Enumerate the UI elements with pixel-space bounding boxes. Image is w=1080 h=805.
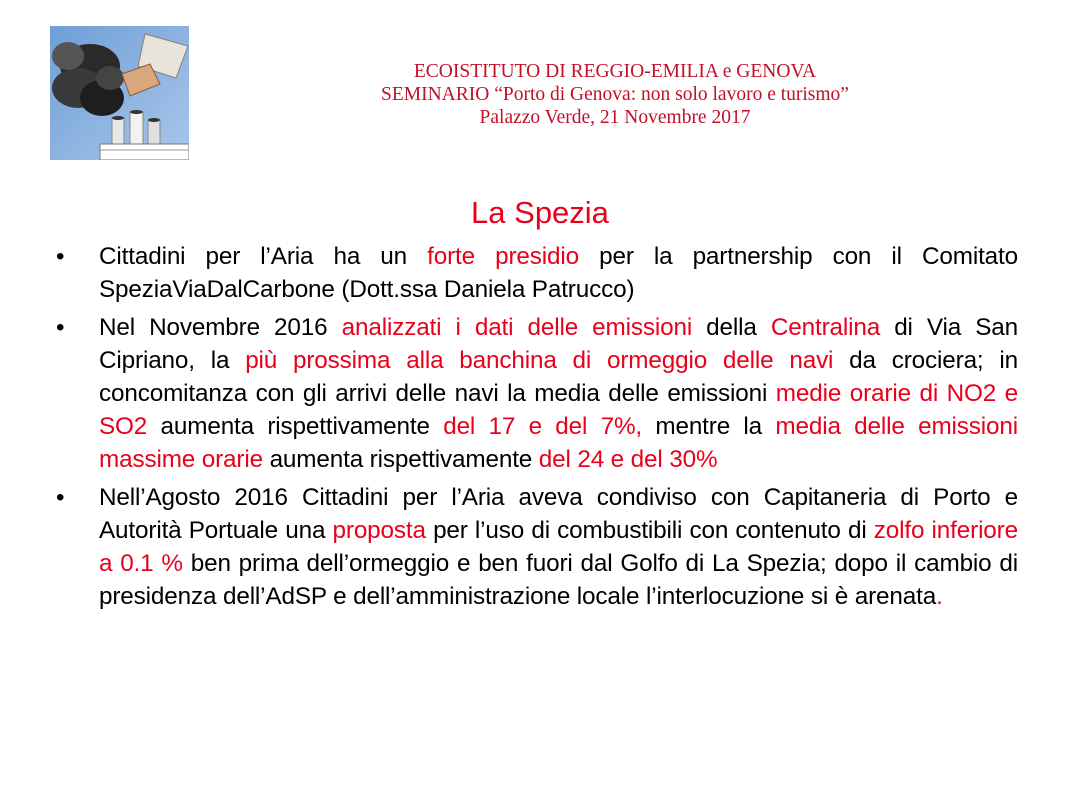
highlighted-text: media delle emissioni massime orarie [99,413,1018,473]
bullet-text: aumenta rispettivamente [147,413,444,440]
smokestack-pollution-icon [50,26,189,160]
bullet-dot-icon: • [56,314,65,341]
header-venue-date: Palazzo Verde, 21 Novembre 2017 [479,107,751,128]
highlighted-text: . [936,583,943,610]
bullet-text: ben prima dell’ormeggio e ben fuori dal Golfo di La Spezia; dopo il cambio di presidenza dell’AdSP e dell’amministrazione locale l’interlocuzione si è arenata [99,550,1019,610]
header-institute: ECOISTITUTO DI REGGIO-EMILIA e GENOVA [413,61,817,82]
bullet-dot-icon: • [56,484,65,511]
header-seminar: SEMINARIO “Porto di Genova: non solo lavoro e turismo” [381,84,849,105]
bullet-text: aumenta rispettivamente [262,446,539,473]
seminar-header [250,60,980,129]
bullet-list [56,240,1018,618]
highlighted-text: zolfo inferiore a 0.1 % [99,517,1018,577]
bullet-text: della [692,314,771,341]
bullet-text: Nell’Agosto 2016 Cittadini per l’Aria aveva condiviso con Capitaneria di Porto e Autorità Portuale una [99,484,1018,544]
highlighted-text: del 17 e del 7%, [443,413,643,440]
highlighted-text: più prossima alla banchina di ormeggio delle navi [245,347,834,374]
bullet-text: per l’uso di combustibili con contenuto di [425,517,874,544]
smokestack-pollution-logo [50,26,189,160]
highlighted-text: Centralina [770,314,881,341]
bullet-item [56,311,1018,476]
bullet-item [56,481,1018,613]
bullet-text: di Via San Cipriano, la [99,314,1018,374]
slide-title: La Spezia [471,195,609,230]
highlighted-text: medie orarie di NO2 e SO2 [99,380,1018,440]
highlighted-text: analizzati i dati delle emissioni [341,314,693,341]
bullet-text: per la partnership con il Comitato SpeziaViaDalCarbone (Dott.ssa Daniela Patrucco) [99,243,1019,303]
bullet-item [56,240,1018,306]
bullet-dot-icon: • [56,243,65,270]
bullet-text: Nel Novembre 2016 [99,314,342,341]
bullet-text: Cittadini per l’Aria ha un [99,243,428,270]
highlighted-text: proposta [332,517,426,544]
bullet-text: da crociera; in concomitanza con gli arrivi delle navi la media delle emissioni [99,347,1018,407]
highlighted-text: forte presidio [427,243,579,270]
bullet-text: mentre la [642,413,776,440]
highlighted-text: del 24 e del 30% [538,446,718,473]
